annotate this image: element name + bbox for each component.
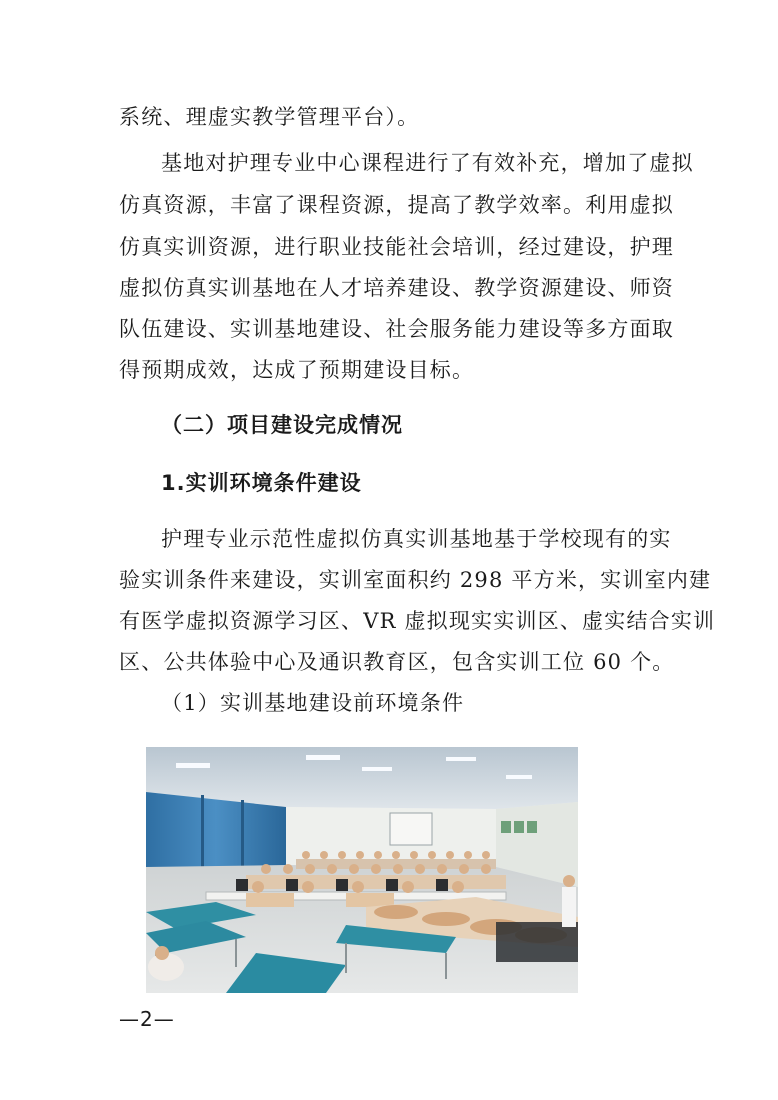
paragraph-line: 得预期成效，达成了预期建设目标。 <box>119 358 475 382</box>
paragraph-line: 基地对护理专业中心课程进行了有效补充，增加了虚拟 <box>161 151 694 175</box>
paragraph-line: 队伍建设、实训基地建设、社会服务能力建设等多方面取 <box>119 317 674 341</box>
paragraph-line: 护理专业示范性虚拟仿真实训基地基于学校现有的实 <box>161 527 672 551</box>
paragraph-line: 验实训条件来建设，实训室面积约 298 平方米，实训室内建 <box>119 568 712 592</box>
page-number: —2— <box>119 1007 175 1031</box>
paragraph-line: 仿真实训资源，进行职业技能社会培训，经过建设，护理 <box>119 235 674 259</box>
training-room-photo <box>146 747 578 993</box>
paragraph-line: 系统、理虚实教学管理平台）。 <box>119 105 420 129</box>
paragraph-line: （1）实训基地建设前环境条件 <box>161 691 465 715</box>
paragraph-line: 虚拟仿真实训基地在人才培养建设、教学资源建设、师资 <box>119 276 674 300</box>
section-heading: （二）项目建设完成情况 <box>161 413 403 437</box>
paragraph-line: 有医学虚拟资源学习区、VR 虚拟现实实训区、虚实结合实训 <box>119 609 716 633</box>
paragraph-line: 仿真资源，丰富了课程资源，提高了教学效率。利用虚拟 <box>119 193 674 217</box>
sub-heading: 1.实训环境条件建设 <box>161 471 362 495</box>
paragraph-line: 区、公共体验中心及通识教育区，包含实训工位 60 个。 <box>119 650 675 674</box>
